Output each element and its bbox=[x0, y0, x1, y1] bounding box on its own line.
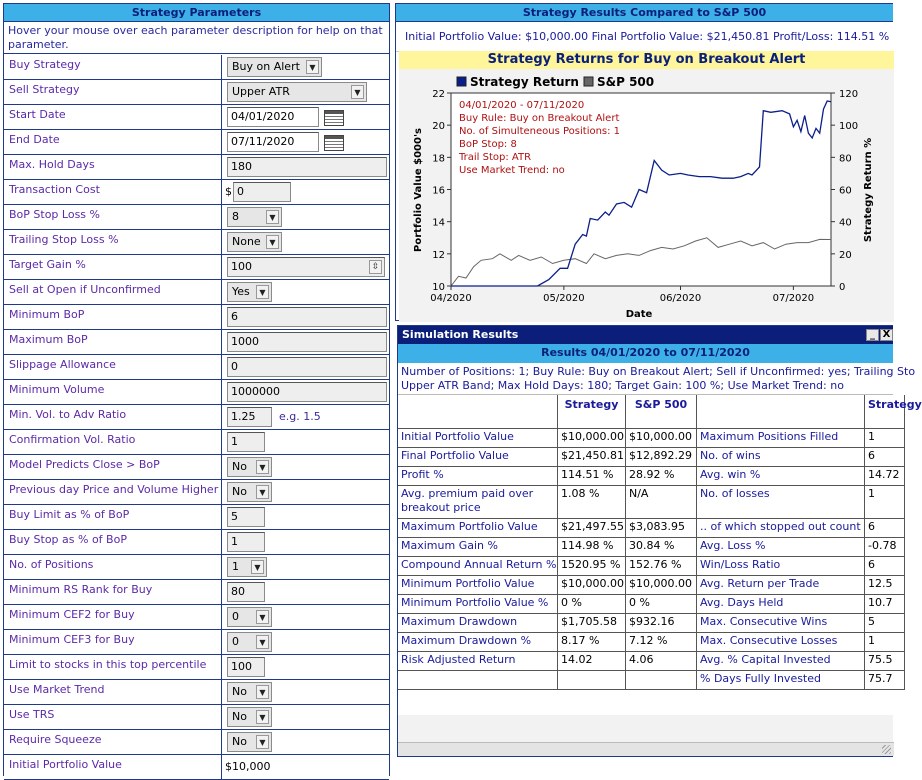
strategy-value-right: 75.5 bbox=[865, 652, 905, 671]
chevron-down-icon[interactable]: ▼ bbox=[306, 60, 319, 74]
param-control-minimum-cef2-for-buy bbox=[221, 605, 389, 629]
use-market-trend-select[interactable] bbox=[227, 682, 272, 702]
target-gain-value: 100 bbox=[231, 260, 252, 273]
minimum-cef2-for-buy-selected-value: 0 bbox=[232, 610, 239, 623]
simulation-description-line-1: Number of Positions: 1; Buy Rule: Buy on Breakout Alert; Sell if Unconfirmed: yes; Trailing Sto bbox=[401, 365, 916, 378]
use-market-trend-selected-value: No bbox=[232, 685, 247, 698]
param-label-minimum-volume: Minimum Volume bbox=[9, 383, 105, 396]
param-control-minimum-volume bbox=[221, 380, 389, 404]
max-hold-days-input[interactable]: 180 bbox=[227, 157, 387, 177]
table-header-0 bbox=[398, 395, 558, 429]
chart-annotation-line: Buy Rule: Buy on Breakout Alert bbox=[459, 113, 620, 124]
metric-label-right: Max. Consecutive Wins bbox=[697, 614, 865, 633]
target-gain-input[interactable] bbox=[227, 257, 385, 277]
strategy-value: $10,000.00 bbox=[558, 576, 626, 595]
y2-tick-label: 80 bbox=[839, 153, 852, 165]
sp500-value: 4.06 bbox=[626, 652, 697, 671]
sell-strategy-selected-value: Upper ATR bbox=[232, 85, 290, 98]
param-label-trailing-stop-loss: Trailing Stop Loss % bbox=[9, 233, 119, 246]
param-label-start-date: Start Date bbox=[9, 108, 66, 121]
param-label-sell-strategy: Sell Strategy bbox=[9, 83, 80, 96]
param-label-require-squeeze: Require Squeeze bbox=[9, 733, 102, 746]
spinner-icon[interactable]: ⇳ bbox=[369, 260, 382, 274]
param-control-end-date bbox=[221, 130, 389, 154]
legend-sp500-swatch bbox=[584, 77, 593, 86]
chevron-down-icon[interactable]: ▼ bbox=[256, 735, 269, 749]
metric-label: Maximum Drawdown % bbox=[398, 633, 558, 652]
returns-chart-svg bbox=[399, 69, 894, 322]
param-row-slippage-allowance bbox=[4, 355, 389, 380]
y2-tick-label: 60 bbox=[839, 185, 852, 197]
metric-label bbox=[398, 671, 558, 690]
sp500-value: 7.12 % bbox=[626, 633, 697, 652]
chevron-down-icon[interactable]: ▼ bbox=[266, 210, 279, 224]
param-control-limit-to-stocks-in-this-top-percentile bbox=[221, 655, 389, 679]
metric-label: Profit % bbox=[398, 467, 558, 486]
x-tick-label: 07/2020 bbox=[772, 293, 815, 304]
chart-annotation-line: No. of Simulteneous Positions: 1 bbox=[459, 126, 621, 137]
strategy-results-panel bbox=[395, 3, 893, 321]
metric-label-right: Maximum Positions Filled bbox=[697, 429, 865, 448]
strategy-value: $1,705.58 bbox=[558, 614, 626, 633]
metric-label-right: Win/Loss Ratio bbox=[697, 557, 865, 576]
y2-tick-label: 100 bbox=[839, 121, 859, 133]
param-label-buy-limit-as-of-bop: Buy Limit as % of BoP bbox=[9, 508, 130, 521]
min-vol-to-adv-ratio-input[interactable]: 1.25 bbox=[227, 407, 272, 427]
param-control-confirmation-vol-ratio bbox=[221, 430, 389, 454]
param-row-initial-portfolio-value bbox=[4, 755, 389, 780]
y-tick-label: 22 bbox=[432, 89, 445, 100]
param-row-minimum-rs-rank-for-buy bbox=[4, 580, 389, 605]
previous-day-price-and-volume-higher-selected-value: No bbox=[232, 485, 247, 498]
maximum-bop-input[interactable]: 1000 bbox=[227, 332, 387, 352]
param-control-use-market-trend bbox=[221, 680, 389, 704]
param-control-initial-portfolio-value bbox=[221, 755, 389, 779]
param-row-end-date bbox=[4, 130, 389, 155]
simulation-results-window bbox=[397, 325, 922, 757]
param-row-buy-stop-as-of-bop bbox=[4, 530, 389, 555]
y2-tick-label: 120 bbox=[839, 89, 859, 100]
close-icon[interactable]: X bbox=[880, 329, 893, 341]
param-control-min-vol-to-adv-ratio bbox=[221, 405, 389, 429]
x-tick-label: 05/2020 bbox=[543, 293, 585, 304]
chevron-down-icon[interactable]: ▼ bbox=[251, 560, 264, 574]
chevron-down-icon[interactable]: ▼ bbox=[256, 285, 269, 299]
simulation-description bbox=[398, 363, 916, 395]
metric-label: Final Portfolio Value bbox=[398, 448, 558, 467]
legend-strategy-swatch bbox=[457, 77, 466, 86]
model-predicts-close-bop-selected-value: No bbox=[232, 460, 247, 473]
strategy-value: 14.02 bbox=[558, 652, 626, 671]
param-control-target-gain bbox=[221, 255, 389, 279]
param-label-use-trs: Use TRS bbox=[9, 708, 55, 721]
table-header-1: Strategy bbox=[558, 395, 626, 429]
param-label-minimum-cef3-for-buy: Minimum CEF3 for Buy bbox=[9, 633, 135, 646]
param-row-min-vol-to-adv-ratio bbox=[4, 405, 389, 430]
param-row-use-market-trend bbox=[4, 680, 389, 705]
metric-label: Minimum Portfolio Value bbox=[398, 576, 558, 595]
metric-label-right: No. of wins bbox=[697, 448, 865, 467]
chart-annotation-line: 04/01/2020 - 07/11/2020 bbox=[459, 100, 585, 111]
chevron-down-icon[interactable]: ▼ bbox=[256, 610, 269, 624]
param-label-max-hold-days: Max. Hold Days bbox=[9, 158, 95, 171]
start-date-input[interactable]: 04/01/2020 bbox=[227, 107, 319, 127]
confirmation-vol-ratio-input[interactable]: 1 bbox=[227, 432, 265, 452]
x-tick-label: 06/2020 bbox=[659, 293, 702, 304]
metric-label-right: .. of which stopped out count bbox=[697, 519, 865, 538]
use-trs-selected-value: No bbox=[232, 710, 247, 723]
chevron-down-icon[interactable]: ▼ bbox=[256, 635, 269, 649]
param-row-trailing-stop-loss bbox=[4, 230, 389, 255]
strategy-value-right: 12.5 bbox=[865, 576, 905, 595]
param-label-buy-stop-as-of-bop: Buy Stop as % of BoP bbox=[9, 533, 127, 546]
end-date-input[interactable]: 07/11/2020 bbox=[227, 132, 319, 152]
param-control-buy-strategy bbox=[221, 55, 389, 79]
param-control-sell-at-open-if-unconfirmed bbox=[221, 280, 389, 304]
model-predicts-close-bop-select[interactable] bbox=[227, 457, 272, 477]
strategy-value-right: 14.72 bbox=[865, 467, 905, 486]
param-control-no-of-positions bbox=[221, 555, 389, 579]
param-row-model-predicts-close-bop bbox=[4, 455, 389, 480]
resize-grip-icon[interactable] bbox=[882, 745, 891, 754]
minimum-cef2-for-buy-select[interactable] bbox=[227, 607, 272, 627]
param-row-minimum-cef2-for-buy bbox=[4, 605, 389, 630]
limit-to-stocks-in-this-top-percentile-input[interactable]: 100 bbox=[227, 657, 265, 677]
buy-strategy-select[interactable] bbox=[227, 57, 322, 77]
param-row-sell-at-open-if-unconfirmed bbox=[4, 280, 389, 305]
param-row-previous-day-price-and-volume-higher bbox=[4, 480, 389, 505]
require-squeeze-selected-value: No bbox=[232, 735, 247, 748]
param-row-sell-strategy bbox=[4, 80, 389, 105]
param-row-bop-stop-loss bbox=[4, 205, 389, 230]
sp500-value: $3,083.95 bbox=[626, 519, 697, 538]
strategy-value: 8.17 % bbox=[558, 633, 626, 652]
param-row-max-hold-days bbox=[4, 155, 389, 180]
chevron-down-icon[interactable]: ▼ bbox=[351, 85, 364, 99]
param-control-minimum-bop bbox=[221, 305, 389, 329]
chart-annotation-line: Trail Stop: ATR bbox=[459, 152, 532, 163]
metric-label-right: % Days Fully Invested bbox=[697, 671, 865, 690]
metric-label: Risk Adjusted Return bbox=[398, 652, 558, 671]
strategy-value bbox=[558, 671, 626, 690]
calendar-icon[interactable] bbox=[324, 110, 344, 126]
strategy-value: $21,450.81 bbox=[558, 448, 626, 467]
y2-tick-label: 40 bbox=[839, 217, 852, 229]
strategy-value: $21,497.55 bbox=[558, 519, 626, 538]
param-control-max-hold-days bbox=[221, 155, 389, 179]
metric-label: Compound Annual Return % bbox=[398, 557, 558, 576]
metric-label: Maximum Gain % bbox=[398, 538, 558, 557]
minimum-cef3-for-buy-selected-value: 0 bbox=[232, 635, 239, 648]
metric-label-right: Avg. win % bbox=[697, 467, 865, 486]
param-control-slippage-allowance bbox=[221, 355, 389, 379]
param-label-end-date: End Date bbox=[9, 133, 60, 146]
param-row-no-of-positions bbox=[4, 555, 389, 580]
chevron-down-icon[interactable]: ▼ bbox=[256, 685, 269, 699]
param-label-previous-day-price-and-volume-higher: Previous day Price and Volume Higher bbox=[9, 483, 219, 496]
strategy-value: $10,000.00 bbox=[558, 429, 626, 448]
metric-label: Maximum Drawdown bbox=[398, 614, 558, 633]
strategy-results-title: Strategy Results Compared to S&P 500 bbox=[396, 4, 893, 22]
simulation-results-table bbox=[398, 395, 922, 715]
y-tick-label: 10 bbox=[432, 282, 445, 293]
y2-tick-label: 0 bbox=[839, 282, 846, 293]
bop-stop-loss-selected-value: 8 bbox=[232, 210, 239, 223]
param-control-trailing-stop-loss bbox=[221, 230, 389, 254]
require-squeeze-select[interactable] bbox=[227, 732, 272, 752]
legend-sp500-label: S&P 500 bbox=[597, 75, 655, 89]
param-row-minimum-bop bbox=[4, 305, 389, 330]
param-row-maximum-bop bbox=[4, 330, 389, 355]
param-control-minimum-cef3-for-buy bbox=[221, 630, 389, 654]
table-header-3 bbox=[697, 395, 865, 429]
sp500-value: $10,000.00 bbox=[626, 576, 697, 595]
no-of-positions-select[interactable] bbox=[227, 557, 267, 577]
strategy-value-right: 75.7 bbox=[865, 671, 905, 690]
simulation-window-title: Simulation Results bbox=[402, 328, 519, 341]
chart-annotation-line: Use Market Trend: no bbox=[459, 165, 565, 176]
returns-chart bbox=[399, 69, 894, 322]
sp500-value: $10,000.00 bbox=[626, 429, 697, 448]
simulation-date-range: Results 04/01/2020 to 07/11/2020 bbox=[398, 344, 893, 363]
legend-strategy-label: Strategy Return bbox=[470, 75, 579, 89]
y-tick-label: 14 bbox=[432, 217, 445, 229]
min-vol-to-adv-ratio-example: e.g. 1.5 bbox=[279, 410, 321, 423]
param-row-confirmation-vol-ratio bbox=[4, 430, 389, 455]
strategy-value-right: 6 bbox=[865, 557, 905, 576]
sell-at-open-if-unconfirmed-select[interactable] bbox=[227, 282, 272, 302]
strategy-value: 1.08 % bbox=[558, 486, 626, 519]
param-row-buy-strategy bbox=[4, 55, 389, 80]
y-tick-label: 16 bbox=[432, 185, 445, 197]
param-control-sell-strategy bbox=[221, 80, 389, 104]
strategy-parameters-panel bbox=[3, 3, 390, 776]
param-control-buy-stop-as-of-bop bbox=[221, 530, 389, 554]
param-control-model-predicts-close-bop bbox=[221, 455, 389, 479]
simulation-description-line-2: Upper ATR Band; Max Hold Days: 180; Target Gain: 100 %; Use Market Trend: no bbox=[401, 379, 844, 392]
chart-annotation-line: BoP Stop: 8 bbox=[459, 139, 517, 150]
metric-label: Initial Portfolio Value bbox=[398, 429, 558, 448]
param-label-initial-portfolio-value: Initial Portfolio Value bbox=[9, 758, 122, 771]
trailing-stop-loss-select[interactable] bbox=[227, 232, 282, 252]
use-trs-select[interactable] bbox=[227, 707, 272, 727]
chevron-down-icon[interactable]: ▼ bbox=[256, 460, 269, 474]
minimum-volume-input[interactable]: 1000000 bbox=[227, 382, 387, 402]
strategy-value-right: 1 bbox=[865, 429, 905, 448]
strategy-value: 0 % bbox=[558, 595, 626, 614]
no-of-positions-selected-value: 1 bbox=[232, 560, 239, 573]
param-label-buy-strategy: Buy Strategy bbox=[9, 58, 81, 71]
buy-strategy-selected-value: Buy on Alert bbox=[232, 60, 300, 73]
minimum-rs-rank-for-buy-input[interactable]: 80 bbox=[227, 582, 265, 602]
strategy-value: 1520.95 % bbox=[558, 557, 626, 576]
strategy-value: 114.98 % bbox=[558, 538, 626, 557]
param-label-no-of-positions: No. of Positions bbox=[9, 558, 94, 571]
previous-day-price-and-volume-higher-select[interactable] bbox=[227, 482, 272, 502]
strategy-parameters-title: Strategy Parameters bbox=[4, 4, 389, 22]
param-control-require-squeeze bbox=[221, 730, 389, 754]
chevron-down-icon[interactable]: ▼ bbox=[266, 235, 279, 249]
metric-label: Maximum Portfolio Value bbox=[398, 519, 558, 538]
sell-strategy-select[interactable] bbox=[227, 82, 367, 102]
param-control-minimum-rs-rank-for-buy bbox=[221, 580, 389, 604]
bop-stop-loss-select[interactable] bbox=[227, 207, 282, 227]
param-row-use-trs bbox=[4, 705, 389, 730]
param-label-minimum-rs-rank-for-buy: Minimum RS Rank for Buy bbox=[9, 583, 153, 596]
y2-tick-label: 20 bbox=[839, 249, 852, 261]
strategy-value-right: 6 bbox=[865, 448, 905, 467]
metric-label-right: Avg. Return per Trade bbox=[697, 576, 865, 595]
portfolio-summary: Initial Portfolio Value: $10,000.00 Final Portfolio Value: $21,450.81 Profit/Loss: 114.51 % bbox=[396, 22, 893, 52]
simulation-title-bar bbox=[398, 326, 893, 344]
y-axis-label: Portfolio Value $000's bbox=[413, 128, 424, 252]
minimize-icon[interactable]: _ bbox=[866, 329, 879, 341]
metric-label: Minimum Portfolio Value % bbox=[398, 595, 558, 614]
metric-label-right: Avg. % Capital Invested bbox=[697, 652, 865, 671]
param-control-previous-day-price-and-volume-higher bbox=[221, 480, 389, 504]
x-tick-label: 04/2020 bbox=[430, 293, 472, 304]
chevron-down-icon[interactable]: ▼ bbox=[256, 710, 269, 724]
transaction-cost-input[interactable]: 0 bbox=[233, 182, 291, 202]
currency-symbol: $ bbox=[225, 185, 232, 198]
param-control-maximum-bop bbox=[221, 330, 389, 354]
param-label-use-market-trend: Use Market Trend bbox=[9, 683, 105, 696]
calendar-icon[interactable] bbox=[324, 135, 344, 151]
sp500-value: 30.84 % bbox=[626, 538, 697, 557]
y-tick-label: 12 bbox=[432, 249, 445, 261]
buy-limit-as-of-bop-input[interactable]: 5 bbox=[227, 507, 265, 527]
sp500-value: $932.16 bbox=[626, 614, 697, 633]
param-row-start-date bbox=[4, 105, 389, 130]
param-label-transaction-cost: Transaction Cost bbox=[9, 183, 100, 196]
metric-label-right: Avg. Days Held bbox=[697, 595, 865, 614]
param-label-minimum-cef2-for-buy: Minimum CEF2 for Buy bbox=[9, 608, 135, 621]
horizontal-scrollbar[interactable] bbox=[398, 742, 894, 756]
table-header-4: Strategy bbox=[865, 395, 905, 429]
param-row-target-gain bbox=[4, 255, 389, 280]
param-label-sell-at-open-if-unconfirmed: Sell at Open if Unconfirmed bbox=[9, 283, 161, 296]
param-row-limit-to-stocks-in-this-top-percentile bbox=[4, 655, 389, 680]
buy-stop-as-of-bop-input[interactable]: 1 bbox=[227, 532, 265, 552]
param-label-model-predicts-close-bop: Model Predicts Close > BoP bbox=[9, 458, 160, 471]
param-control-transaction-cost bbox=[221, 180, 389, 204]
sp500-value bbox=[626, 671, 697, 690]
sp500-value: $12,892.29 bbox=[626, 448, 697, 467]
metric-label-right: Max. Consecutive Losses bbox=[697, 633, 865, 652]
param-control-bop-stop-loss bbox=[221, 205, 389, 229]
param-row-buy-limit-as-of-bop bbox=[4, 505, 389, 530]
param-label-minimum-bop: Minimum BoP bbox=[9, 308, 85, 321]
sp500-value: 0 % bbox=[626, 595, 697, 614]
param-row-minimum-cef3-for-buy bbox=[4, 630, 389, 655]
strategy-value-right: -0.78 bbox=[865, 538, 905, 557]
strategy-value-right: 1 bbox=[865, 633, 905, 652]
strategy-value-right: 5 bbox=[865, 614, 905, 633]
chart-title: Strategy Returns for Buy on Breakout Alert bbox=[399, 51, 894, 69]
param-label-target-gain: Target Gain % bbox=[9, 258, 86, 271]
param-label-maximum-bop: Maximum BoP bbox=[9, 333, 88, 346]
y-tick-label: 18 bbox=[432, 153, 445, 165]
chevron-down-icon[interactable]: ▼ bbox=[256, 485, 269, 499]
param-label-limit-to-stocks-in-this-top-percentile: Limit to stocks in this top percentile bbox=[9, 658, 207, 671]
param-row-require-squeeze bbox=[4, 730, 389, 755]
param-label-confirmation-vol-ratio: Confirmation Vol. Ratio bbox=[9, 433, 136, 446]
strategy-value-right: 6 bbox=[865, 519, 905, 538]
minimum-bop-input[interactable]: 6 bbox=[227, 307, 387, 327]
sp500-value: 152.76 % bbox=[626, 557, 697, 576]
trailing-stop-loss-selected-value: None bbox=[232, 235, 261, 248]
calendar-icon-header bbox=[325, 111, 343, 114]
param-control-start-date bbox=[221, 105, 389, 129]
y-tick-label: 20 bbox=[432, 121, 445, 133]
strategy-value: 114.51 % bbox=[558, 467, 626, 486]
param-label-min-vol-to-adv-ratio: Min. Vol. to Adv Ratio bbox=[9, 408, 127, 421]
metric-label-right: Avg. Loss % bbox=[697, 538, 865, 557]
initial-portfolio-value-value: $10,000 bbox=[225, 760, 271, 773]
sp500-value: 28.92 % bbox=[626, 467, 697, 486]
y2-axis-label: Strategy Return % bbox=[863, 137, 874, 243]
metric-label-right: No. of losses bbox=[697, 486, 865, 519]
calendar-icon-header bbox=[325, 136, 343, 139]
parameters-hint: Hover your mouse over each parameter description for help on that parameter. bbox=[4, 22, 389, 54]
table-header-2: S&P 500 bbox=[626, 395, 697, 429]
slippage-allowance-input[interactable]: 0 bbox=[227, 357, 387, 377]
metric-label: Avg. premium paid over breakout price bbox=[398, 486, 558, 519]
param-control-use-trs bbox=[221, 705, 389, 729]
param-row-transaction-cost bbox=[4, 180, 389, 205]
param-control-buy-limit-as-of-bop bbox=[221, 505, 389, 529]
sp500-value: N/A bbox=[626, 486, 697, 519]
minimum-cef3-for-buy-select[interactable] bbox=[227, 632, 272, 652]
sell-at-open-if-unconfirmed-selected-value: Yes bbox=[232, 285, 250, 298]
strategy-value-right: 1 bbox=[865, 486, 905, 519]
param-label-slippage-allowance: Slippage Allowance bbox=[9, 358, 116, 371]
param-label-bop-stop-loss: BoP Stop Loss % bbox=[9, 208, 100, 221]
x-axis-label: Date bbox=[625, 309, 653, 320]
param-row-minimum-volume bbox=[4, 380, 389, 405]
strategy-value-right: 10.7 bbox=[865, 595, 905, 614]
